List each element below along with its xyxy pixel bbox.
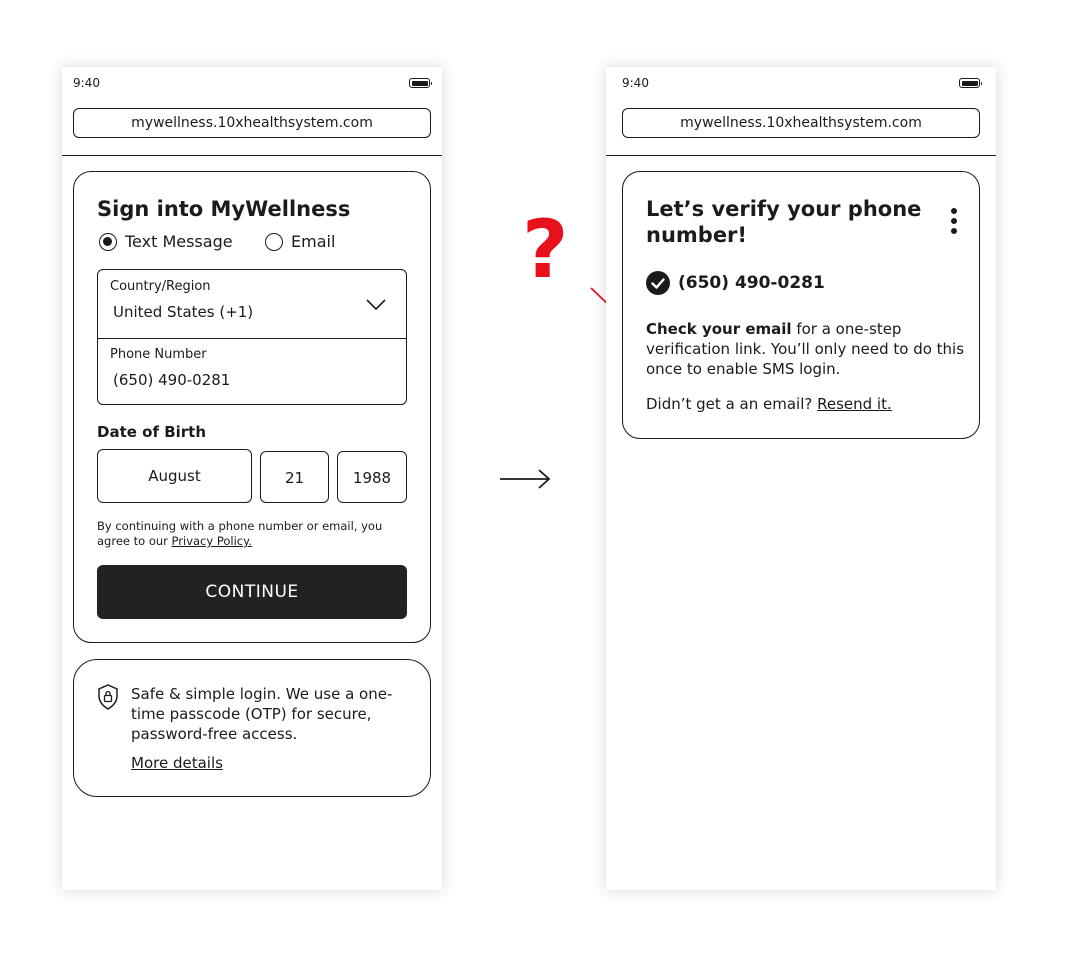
chevron-down-icon[interactable] (366, 299, 386, 311)
phone-number-input[interactable] (98, 339, 406, 405)
legal-text: By continuing with a phone number or email, you agree to our (97, 519, 383, 548)
dob-month-input[interactable]: August (97, 449, 252, 503)
right-phone-screen (606, 67, 996, 890)
phone-number-label: Phone Number (110, 347, 207, 362)
flow-arrow-icon (499, 467, 553, 491)
resend-link[interactable]: Resend it. (817, 395, 892, 413)
more-details-link[interactable]: More details (131, 754, 223, 772)
radio-selected-icon (99, 233, 117, 251)
resend-prompt: Didn’t get a an email? (646, 395, 813, 413)
radio-unselected-icon (265, 233, 283, 251)
phone-number-value: (650) 490-0281 (113, 371, 231, 389)
header-divider (62, 155, 442, 156)
check-circle-icon (646, 271, 670, 295)
verify-card (622, 171, 980, 439)
url-bar[interactable]: mywellness.10xhealthsystem.com (622, 108, 980, 138)
country-value: United States (+1) (113, 303, 254, 321)
privacy-policy-link[interactable]: Privacy Policy. (171, 534, 252, 548)
dob-label: Date of Birth (97, 423, 207, 441)
country-select[interactable] (98, 270, 406, 338)
verified-phone (646, 271, 825, 295)
legal-notice (97, 519, 409, 549)
radio-email-label: Email (291, 232, 336, 251)
verified-phone-number: (650) 490-0281 (678, 273, 825, 293)
header-divider (606, 155, 996, 156)
shield-lock-icon (97, 684, 119, 710)
radio-email[interactable] (265, 232, 335, 251)
battery-icon (959, 78, 980, 88)
more-options-icon[interactable] (949, 208, 959, 236)
continue-button[interactable]: CONTINUE (97, 565, 407, 619)
radio-text-message-label: Text Message (125, 232, 233, 251)
dob-day-input[interactable]: 21 (260, 451, 329, 503)
otp-info-text: Safe & simple login. We use a one-time passcode (OTP) for secure, password-free access. (131, 685, 393, 743)
check-email-rest: for a one-step verification link. You’ll only need to do this once to enable SMS login. (646, 320, 965, 378)
verify-title: Let’s verify your phone number! (646, 197, 922, 247)
status-time: 9:40 (622, 76, 649, 90)
page-title: Sign into MyWellness (97, 197, 351, 221)
phone-field-group (97, 269, 407, 405)
check-email-bold: Check your email (646, 320, 792, 338)
left-phone-screen (62, 67, 442, 890)
battery-icon (409, 78, 430, 88)
radio-text-message[interactable] (99, 232, 233, 251)
resend-row (646, 395, 892, 413)
signin-card (73, 171, 431, 643)
question-mark-annotation: ? (522, 203, 569, 296)
dob-year-input[interactable]: 1988 (337, 451, 407, 503)
check-email-message (646, 319, 966, 379)
url-bar[interactable]: mywellness.10xhealthsystem.com (73, 108, 431, 138)
otp-info-card (73, 659, 431, 797)
status-time: 9:40 (73, 76, 100, 90)
country-label: Country/Region (110, 279, 211, 294)
